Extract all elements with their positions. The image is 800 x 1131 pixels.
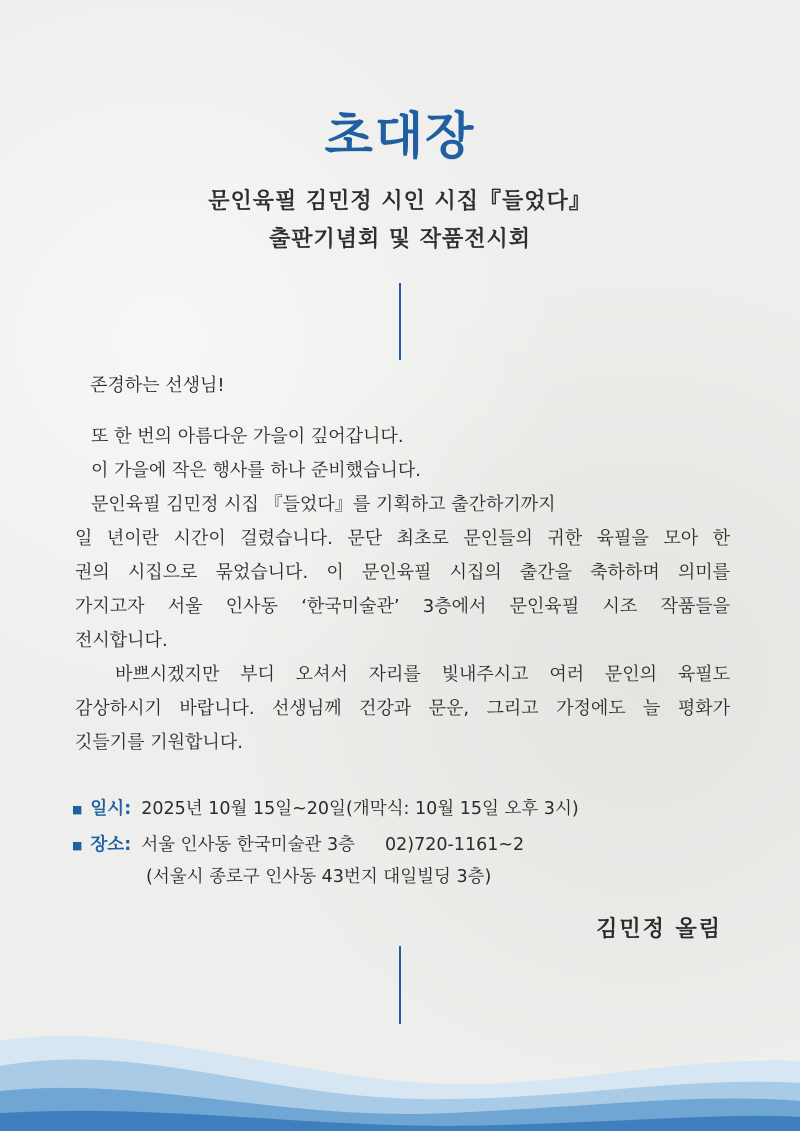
greeting: 존경하는 선생님!: [90, 375, 225, 396]
wave-decoration: [0, 1021, 800, 1131]
subtitle-line-1: 문인육필 김민정 시인 시집『들었다』: [208, 188, 592, 214]
divider-line-top: [399, 283, 401, 360]
letter-line: 일 년이란 시간이 걸렸습니다. 문단 최초로 문인들의 귀한 육필을 모아 한: [75, 528, 730, 549]
letter-body: [75, 420, 730, 760]
date-label: 일시:: [90, 799, 132, 819]
subtitle-line-2: 출판기념회 및 작품전시회: [268, 226, 532, 252]
place-value: 서울 인사동 한국미술관 3층: [141, 835, 355, 855]
letter-line: 또 한 번의 아름다운 가을이 깊어갑니다.: [91, 426, 404, 447]
letter-line: 권의 시집으로 묶었습니다. 이 문인육필 시집의 출간을 축하하며 의미를: [75, 562, 730, 583]
letter-line: 가지고자 서울 인사동 ‘한국미술관’ 3층에서 문인육필 시조 작품들을: [75, 596, 730, 617]
letter-line: 깃들기를 기원합니다.: [75, 732, 243, 753]
signature: 김민정 올림: [596, 916, 722, 942]
letter-line: 전시합니다.: [75, 630, 168, 651]
divider-line-bottom: [399, 946, 401, 1024]
phone-number: 02)720-1161~2: [385, 835, 525, 855]
date-row: [72, 795, 579, 820]
page-title: 초대장: [324, 106, 476, 165]
date-value: 2025년 10월 15일~20일(개막식: 10월 15일 오후 3시): [141, 799, 579, 819]
letter-line: 문인육필 김민정 시집 『들었다』를 기획하고 출간하기까지: [91, 494, 556, 515]
address: (서울시 종로구 인사동 43번지 대일빌딩 3층): [146, 867, 492, 887]
place-label: 장소:: [90, 835, 132, 855]
letter-line: 바쁘시겠지만 부디 오셔서 자리를 빛내주시고 여러 문인의 육필도: [115, 664, 730, 685]
letter-line: 이 가을에 작은 행사를 하나 준비했습니다.: [91, 460, 421, 481]
letter-line: 감상하시기 바랍니다. 선생님께 건강과 문운, 그리고 가정에도 늘 평화가: [75, 698, 730, 719]
bullet-icon: ■: [72, 802, 83, 816]
place-row: [72, 831, 524, 856]
bullet-icon: ■: [72, 838, 83, 852]
